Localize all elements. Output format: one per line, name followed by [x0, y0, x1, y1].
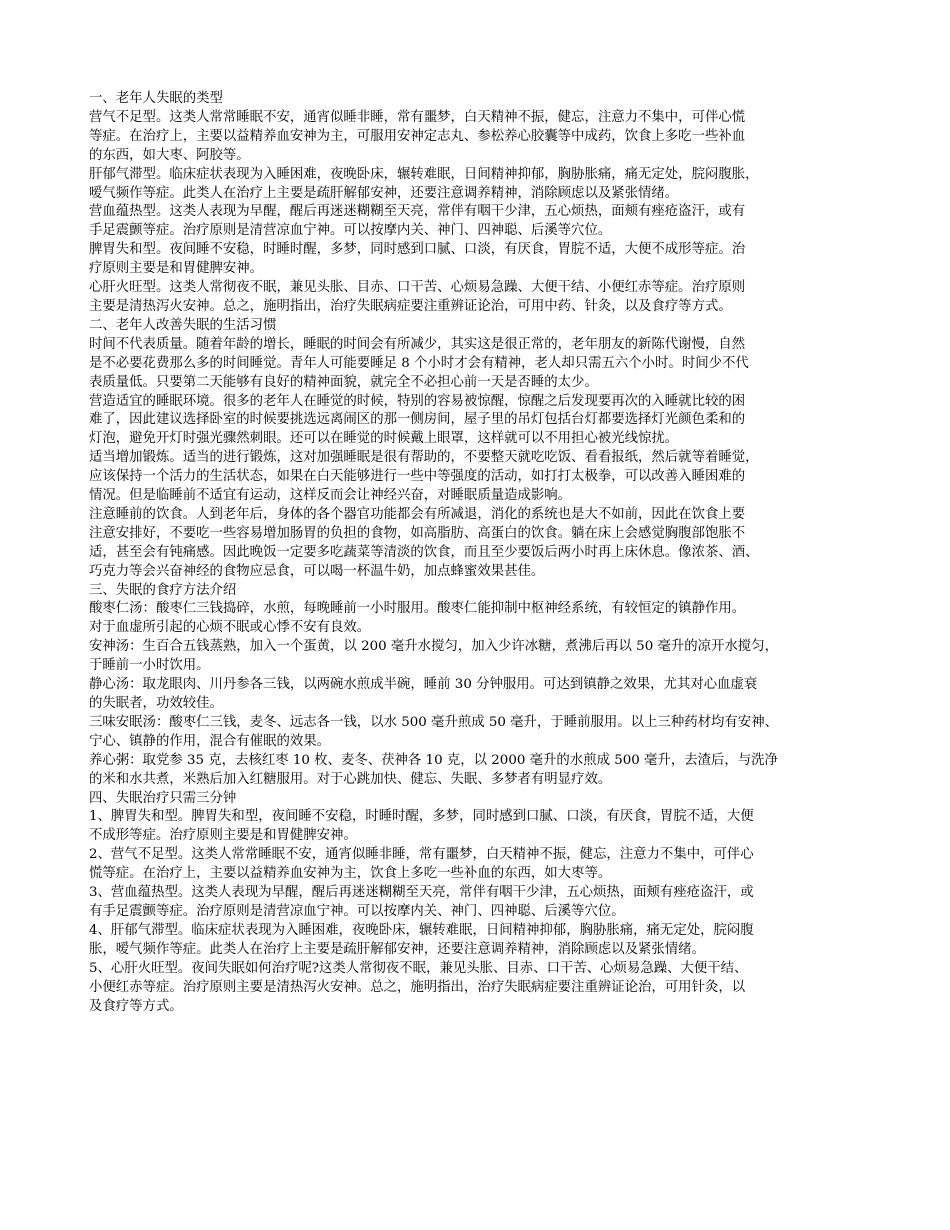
document-body [89, 90, 879, 1016]
text-line: 等症。在治疗上，主要以益精养血安神为主，可服用安神定志丸、参松养心胶囊等中成药，饮食上多吃一些补血 [89, 128, 746, 144]
text-line: 5、心肝火旺型。夜间失眠如何治疗呢?这类人常彻夜不眠，兼见头胀、目赤、口干苦、心烦易急躁、大便干结、 [89, 960, 748, 976]
text-line: 注意安排好，不要吃一些容易增加肠胃的负担的食物，如高脂肪、高蛋白的饮食。躺在床上会感觉胸腹部饱胀不 [89, 525, 746, 541]
text-line: 时间不代表质量。随着年龄的增长，睡眠的时间会有所减少，其实这是很正常的，老年朋友的新陈代谢慢，自然 [89, 336, 746, 352]
text-line: 疗原则主要是和胃健脾安神。 [89, 261, 264, 277]
text-line: 二、老年人改善失眠的生活习惯 [89, 317, 277, 333]
text-line: 三、失眠的食疗方法介绍 [89, 582, 237, 598]
text-line: 适，甚至会有钝痛感。因此晚饭一定要多吃蔬菜等清淡的饮食，而且至少要饭后两小时再上床休息。像浓茶、酒、 [89, 544, 759, 560]
text-line: 表质量低。只要第二天能够有良好的精神面貌，就完全不必担心前一天是否睡的太少。 [89, 374, 598, 390]
text-line: 三味安眠汤：酸枣仁三钱，麦冬、远志各一钱，以水 500 毫升煎成 50 毫升，于睡前服用。以上三种药材均有安神、 [89, 714, 778, 730]
text-line: 对于血虚所引起的心烦不眠或心悸不安有良效。 [89, 620, 371, 636]
text-line: 2、营气不足型。这类人常常睡眠不安，通宵似睡非睡，常有噩梦，白天精神不振，健忘，注意力不集中，可伴心 [89, 847, 754, 863]
text-line: 手足震颤等症。治疗原则是清营凉血宁神。可以按摩内关、神门、四神聪、后溪等穴位。 [89, 223, 612, 239]
text-line: 宁心、镇静的作用，混合有催眠的效果。 [89, 733, 331, 749]
text-line: 酸枣仁汤：酸枣仁三钱捣碎，水煎，每晚睡前一小时服用。酸枣仁能抑制中枢神经系统，有较恒定的镇静作用。 [89, 601, 746, 617]
text-line: 的米和水共煮，米熟后加入红糖服用。对于心跳加快、健忘、失眠、多梦者有明显疗效。 [89, 771, 612, 787]
text-line: 巧克力等会兴奋神经的食物应忌食，可以喝一杯温牛奶，加点蜂蜜效果甚佳。 [89, 563, 545, 579]
text-line: 营气不足型。这类人常常睡眠不安，通宵似睡非睡，常有噩梦，白天精神不振，健忘，注意力不集中，可伴心慌 [89, 109, 746, 125]
text-line: 主要是清热泻火安神。总之，施明指出，治疗失眠病症要注重辨证论治，可用中药、针灸，以及食疗等方式。 [89, 298, 732, 314]
text-line: 于睡前一小时饮用。 [89, 658, 210, 674]
text-line: 4、肝郁气滞型。临床症状表现为入睡困难，夜晚卧床，辗转难眠，日间精神抑郁，胸胁胀痛，痛无定处，脘闷腹 [89, 922, 754, 938]
text-line: 3、营血蕴热型。这类人表现为早醒，醒后再迷迷糊糊至天亮，常伴有咽干少津，五心烦热，面颊有痤疮盗汗，或 [89, 885, 754, 901]
text-line: 脾胃失和型。夜间睡不安稳，时睡时醒，多梦，同时感到口腻、口淡，有厌食，胃脘不适，大便不成形等症。治 [89, 242, 746, 258]
text-line: 1、脾胃失和型。脾胃失和型，夜间睡不安稳，时睡时醒，多梦，同时感到口腻、口淡，有厌食，胃脘不适，大便 [89, 809, 754, 825]
text-line: 慌等症。在治疗上，主要以益精养血安神为主，饮食上多吃一些补血的东西，如大枣等。 [89, 866, 612, 882]
text-line: 一、老年人失眠的类型 [89, 91, 223, 106]
text-line: 有手足震颤等症。治疗原则是清营凉血宁神。可以按摩内关、神门、四神聪、后溪等穴位。 [89, 903, 625, 919]
text-line: 嗳气频作等症。此类人在治疗上主要是疏肝解郁安神，还要注意调养精神，消除顾虑以及紧张情绪。 [89, 185, 679, 201]
text-line: 肝郁气滞型。临床症状表现为入睡困难，夜晚卧床，辗转难眠，日间精神抑郁，胸胁胀痛，痛无定处，脘闷腹胀， [89, 166, 759, 182]
text-line: 不成形等症。治疗原则主要是和胃健脾安神。 [89, 828, 357, 844]
text-line: 静心汤：取龙眼肉、川丹参各三钱，以两碗水煎成半碗，睡前 30 分钟服用。可达到镇静之效果，尤其对心血虚衰 [89, 677, 758, 693]
text-line: 安神汤：生百合五钱蒸熟，加入一个蛋黄，以 200 毫升水搅匀，加入少许冰糖，煮沸后再以 50 毫升的凉开水搅匀， [89, 639, 778, 655]
text-line: 的失眠者，功效较佳。 [89, 696, 223, 711]
text-line: 灯泡，避免开灯时强光骤然刺眼。还可以在睡觉的时候戴上眼罩，这样就可以不用担心被光线惊扰。 [89, 431, 679, 447]
text-line: 及食疗等方式。 [89, 998, 183, 1014]
text-line: 小便红赤等症。治疗原则主要是清热泻火安神。总之，施明指出，治疗失眠病症要注重辨证论治，可用针灸，以 [89, 979, 746, 995]
text-line: 适当增加锻炼。适当的进行锻炼，这对加强睡眠是很有帮助的，不要整天就吃吃饭、看看报纸，然后就等着睡觉， [89, 450, 759, 466]
text-line: 情况。但是临睡前不适宜有运动，这样反而会让神经兴奋，对睡眠质量造成影响。 [89, 488, 572, 504]
text-line: 的东西，如大枣、阿胶等。 [89, 147, 250, 163]
text-line: 胀，嗳气频作等症。此类人在治疗上主要是疏肝解郁安神，还要注意调养精神，消除顾虑以及紧张情绪。 [89, 941, 705, 957]
text-line: 四、失眠治疗只需三分钟 [89, 790, 237, 806]
text-line: 营血蕴热型。这类人表现为早醒，醒后再迷迷糊糊至天亮，常伴有咽干少津，五心烦热，面颊有痤疮盗汗，或有 [89, 204, 746, 220]
text-line: 营造适宜的睡眠环境。很多的老年人在睡觉的时候，特别的容易被惊醒，惊醒之后发现要再次的入睡就比较的困 [89, 393, 746, 409]
text-line: 是不必要花费那么多的时间睡觉。青年人可能要睡足 8 个小时才会有精神，老人却只需五六个小时。时间少不代 [89, 355, 749, 371]
text-line: 心肝火旺型。这类人常彻夜不眠，兼见头胀、目赤、口干苦、心烦易急躁、大便干结、小便红赤等症。治疗原则 [89, 280, 746, 296]
text-line: 难了，因此建议选择卧室的时候要挑选远离闹区的那一侧房间，屋子里的吊灯包括台灯都要选择灯光颜色柔和的 [89, 412, 746, 428]
text-line: 养心粥：取党参 35 克，去核红枣 10 枚、麦冬、茯神各 10 克，以 2000 毫升的水煎成 500 毫升，去渣后，与洗净 [89, 752, 778, 768]
text-line: 应该保持一个活力的生活状态，如果在白天能够进行一些中等强度的活动，如打打太极拳，可以改善入睡困难的 [89, 469, 746, 485]
text-line: 注意睡前的饮食。人到老年后，身体的各个器官功能都会有所减退，消化的系统也是大不如前，因此在饮食上要 [89, 506, 746, 522]
